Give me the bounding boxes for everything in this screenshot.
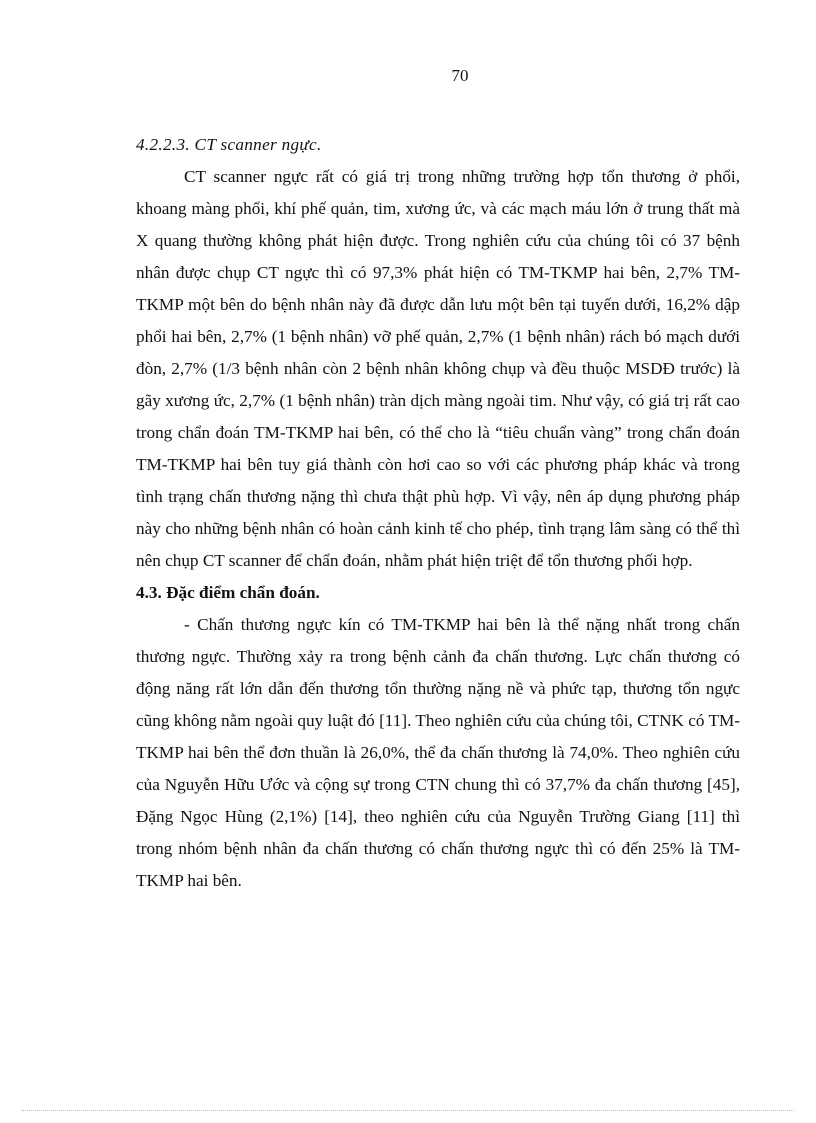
page-number: 70 <box>451 66 469 85</box>
document-body <box>136 129 740 897</box>
section-heading-ct-scanner: 4.2.2.3. CT scanner ngực. <box>136 135 322 154</box>
paragraph-diagnosis: - Chấn thương ngực kín có TM-TKMP hai bên là thể nặng nhất trong chấn thương ngực. Thường xảy ra trong bệnh cảnh đa chấn thương. Lực chấn thương có động năng rất lớn dẫn đến thương tổn thường nặng nề và phức tạp, thương tổn ngực cũng không nằm ngoài quy luật đó [11]. Theo nghiên cứu của chúng tôi, CTNK có TM-TKMP hai bên thể đơn thuần là 26,0%, thể đa chấn thương là 74,0%. Theo nghiên cứu của Nguyễn Hữu Ước và cộng sự trong CTN chung thì có 37,7% đa chấn thương [45], Đặng Ngọc Hùng (2,1%) [14], theo nghiên cứu của Nguyễn Trường Giang [11] thì trong nhóm bệnh nhân đa chấn thương có chấn thương ngực thì có đến 25% là TM-TKMP hai bên. <box>136 615 740 890</box>
paragraph-ct-scanner: CT scanner ngực rất có giá trị trong những trường hợp tổn thương ở phổi, khoang màng phổi, khí phế quản, tim, xương ức, và các mạch máu lớn ở trung thất mà X quang thường không phát hiện được. Trong nghiên cứu của chúng tôi có 37 bệnh nhân được chụp CT ngực thì có 97,3% phát hiện có TM-TKMP hai bên, 2,7% TM-TKMP một bên do bệnh nhân này đã được dẫn lưu một bên tại tuyến dưới, 16,2% dập phổi hai bên, 2,7% (1 bệnh nhân) vỡ phế quản, 2,7% (1 bệnh nhân) rách bó mạch dưới đòn, 2,7% (1/3 bệnh nhân còn 2 bệnh nhân không chụp và đều thuộc MSDĐ trước) là gãy xương ức, 2,7% (1 bệnh nhân) tràn dịch màng ngoài tim. Như vậy, có giá trị rất cao trong chẩn đoán TM-TKMP hai bên, có thể cho là “tiêu chuẩn vàng” trong chẩn đoán TM-TKMP hai bên tuy giá thành còn hơi cao so với các phương pháp khác và trong tình trạng chấn thương nặng thì chưa thật phù hợp. Vì vậy, nên áp dụng phương pháp này cho những bệnh nhân có hoàn cảnh kinh tế cho phép, tình trạng lâm sàng có thể thì nên chụp CT scanner để chẩn đoán, nhằm phát hiện triệt để tổn thương phối hợp. <box>136 167 740 570</box>
page-bottom-divider <box>22 1110 794 1111</box>
section-heading-diagnosis: 4.3. Đặc điểm chẩn đoán. <box>136 583 320 602</box>
